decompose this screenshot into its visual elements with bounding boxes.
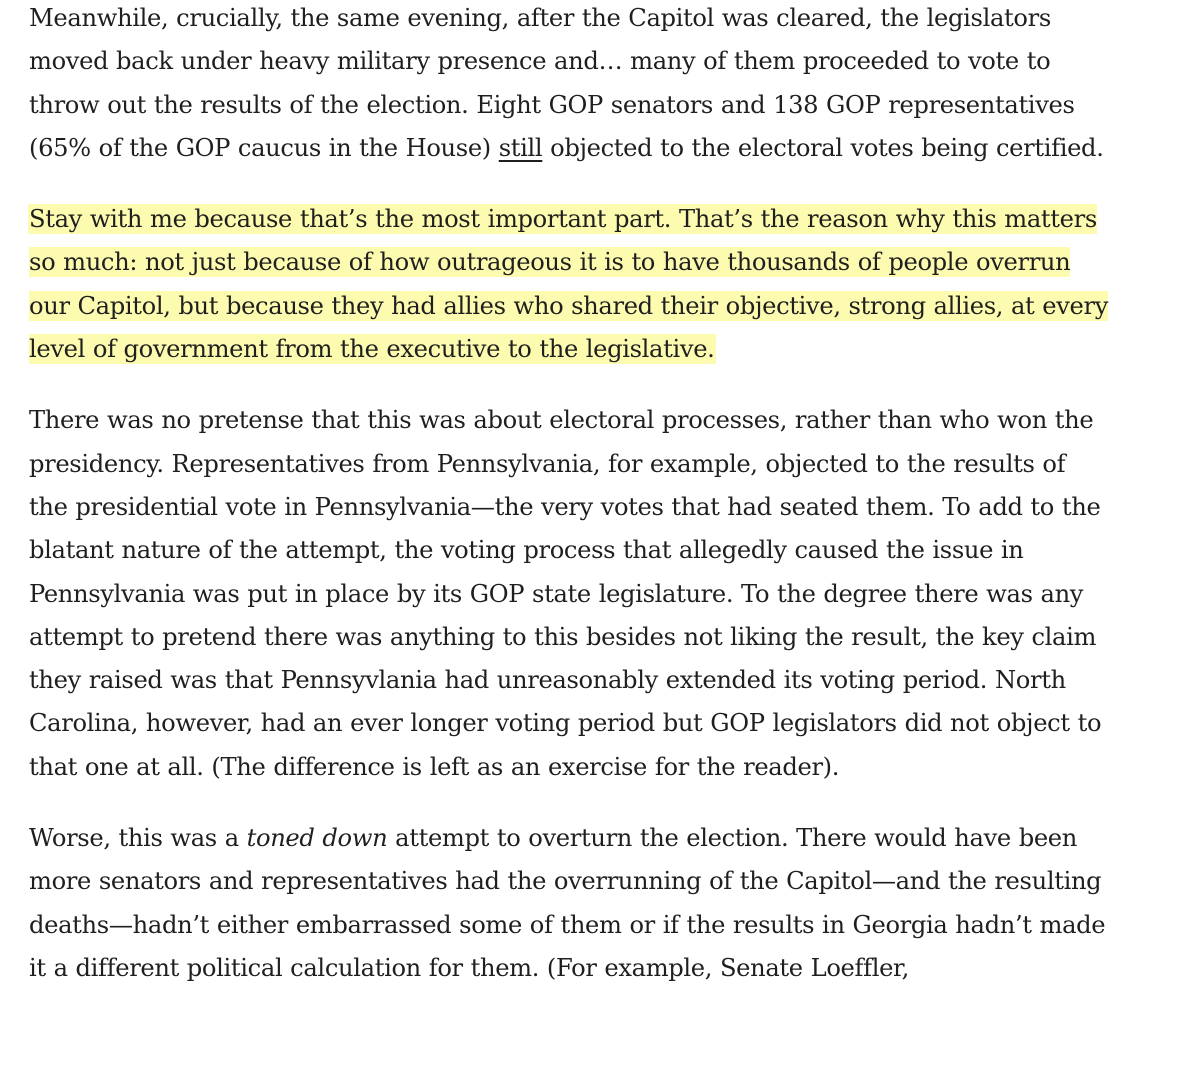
article-body: [29, 0, 1109, 1018]
paragraph-1-text-end: objected to the electoral votes being certified.: [542, 133, 1104, 162]
paragraph-2-highlighted: [29, 198, 1109, 371]
paragraph-4-text: Worse, this was a: [29, 824, 247, 853]
underlined-word-still: still: [498, 133, 543, 162]
paragraph-4: [29, 817, 1109, 990]
italic-phrase-toned-down: toned down: [246, 824, 388, 853]
paragraph-3-text: There was no pretense that this was about electoral processes, rather than who won the presidency. Representatives from Pennsylvania, for example, objected to the results of the presidential vote in Pennsylvania—the very votes that had seated them. To add to the blatant nature of the attempt, the voting process that allegedly caused the issue in Pennsylvania was put in place by its GOP state legislature. To the degree there was any attempt to pretend there was anything to this besides not liking the result, the key claim they raised was that Pennsyvlania had unreasonably extended its voting period. North Carolina, however, had an ever longer voting period but GOP legislators did not object to that one at all. (The difference is left as an exercise for the reader).: [29, 406, 1102, 781]
paragraph-3: [29, 399, 1109, 789]
paragraph-1-text: Meanwhile, crucially, the same evening, after the Capitol was cleared, the legislators moved back under heavy military presence and… many of them proceeded to vote to throw out the results of the election. Eight GOP senators and 138 GOP representatives (65% of the GOP caucus in the House): [29, 4, 1075, 162]
paragraph-1: [29, 0, 1109, 170]
highlighted-passage[interactable]: Stay with me because that’s the most important part. That’s the reason why this matters so much: not just because of how outrageous it is to have thousands of people overrun our Capitol, but because they had allies who shared their objective, strong allies, at every level of government from the executive to the legislative.: [29, 205, 1109, 364]
paragraph-4-text-end: attempt to overturn the election. There would have been more senators and representatives had the overrunning of the Capitol—and the resulting deaths—hadn’t either embarrassed some of them or if the results in Georgia hadn’t made it a different political calculation for them. (For example, Senate Loeffler,: [29, 824, 1106, 982]
